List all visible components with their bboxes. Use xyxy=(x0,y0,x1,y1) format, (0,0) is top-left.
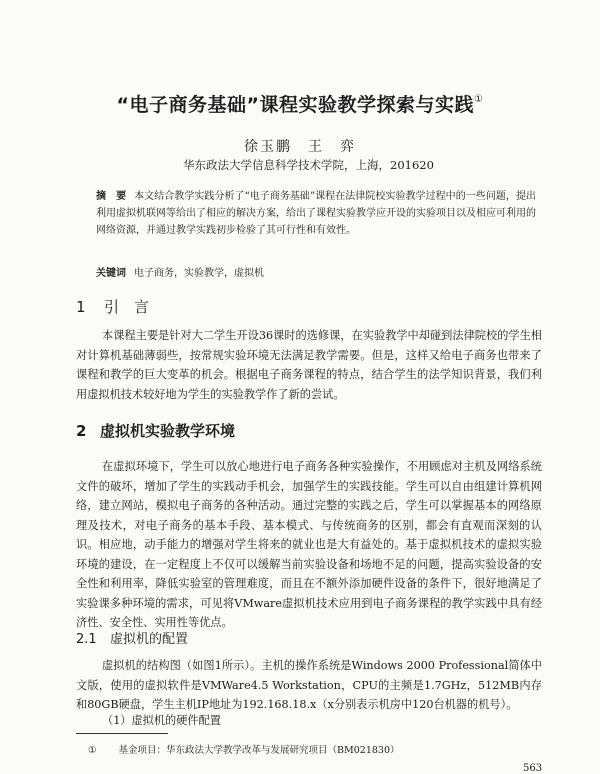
keywords-label: 关键词 xyxy=(96,268,126,279)
title-footnote-marker: ① xyxy=(474,94,484,105)
title-text: “电子商务基础”课程实验教学探索与实践 xyxy=(116,94,474,116)
section-2-paragraph: 在虚拟环境下，学生可以放心地进行电子商务各种实验操作，不用顾虑对主机及网络系统文件的破坏，增加了学生的实践动手机会，加强学生的实践技能。学生可以自由组建计算机网络，建立网站，模拟电子商务的各种活动。通过完整的实践之后，学生可以掌握基本的网络原理及技术，对电子商务的基本手段、基本模式、与传统商务的区别，都会有直观而深刻的认识。相应地，动手能力的增强对学生将来的就业也是大有益处的。基于虚拟机技术的虚拟实验环境的建设，在一定程度上不仅可以缓解当前实验设备和场地不足的问题，提高实验设备的安全性和利用率，降低实验室的管理难度，而且在不额外添加硬件设备的条件下，很好地满足了实验课多种环境的需求，可见将VMware虚拟机技术应用到电子商务课程的教学实践中具有经济性、安全性、实用性等优点。 xyxy=(76,460,542,629)
authors: 徐玉鹏 王 弈 xyxy=(244,139,356,155)
footnote-marker: ① xyxy=(88,745,97,756)
section-1-number: 1 xyxy=(76,298,86,316)
paper-title xyxy=(0,90,600,117)
subsection-2-1-title: 虚拟机的配置 xyxy=(110,632,189,647)
keywords-text: 电子商务，实验教学，虚拟机 xyxy=(134,268,264,279)
keywords xyxy=(96,264,264,279)
affiliation: 华东政法大学信息科学技术学院，上海，201620 xyxy=(183,158,434,172)
section-1-title: 引 言 xyxy=(104,298,150,316)
section-1-paragraph: 本课程主要是针对大二学生开设36课时的选修课，在实验教学中却碰到法律院校的学生相对计算机基础薄弱些，按常规实验环境无法满足教学需要。但是，这样又给电子商务也带来了课程和教学的巨大变革的机会。根据电子商务课程的特点，结合学生的法学知识背景，我们利用虚拟机技术较好地为学生的实验教学作了新的尝试。 xyxy=(76,329,542,401)
subsection-2-1-paragraph: 虚拟机的结构图（如图1所示）。主机的操作系统是Windows 2000 Professional简体中文版，使用的虚拟软件是VMWare4.5 Workstation，CPU的主频是1.7GHz，512MB内存和80GB硬盘，学生主机IP地址为192.168.18.x（x分别表示机房中120台机器的机号）。 xyxy=(76,659,542,711)
abstract xyxy=(96,188,536,239)
section-2-title: 虚拟机实验教学环境 xyxy=(100,422,236,440)
abstract-label: 摘 要 xyxy=(96,191,127,202)
page-number: 563 xyxy=(523,763,543,774)
section-2-heading xyxy=(76,420,235,441)
footnote xyxy=(88,742,400,756)
subsection-2-1-number: 2.1 xyxy=(76,632,97,647)
subsection-2-1-heading xyxy=(76,628,188,647)
hardware-config-item: （1）虚拟机的硬件配置 xyxy=(102,714,221,727)
section-1-heading xyxy=(76,296,149,317)
section-2-number: 2 xyxy=(76,422,87,440)
footnote-text: 基金项目：华东政法大学教学改革与发展研究项目（BM021830） xyxy=(118,745,400,756)
abstract-text: 本文结合教学实践分析了“电子商务基础”课程在法律院校实验教学过程中的一些问题，提出利用虚拟机联网等给出了相应的解决方案，给出了课程实验教学应开设的实验项目以及相应可利用的网络资源，并通过教学实践初步检验了其可行性和有效性。 xyxy=(96,191,536,236)
footnote-divider xyxy=(76,733,168,734)
